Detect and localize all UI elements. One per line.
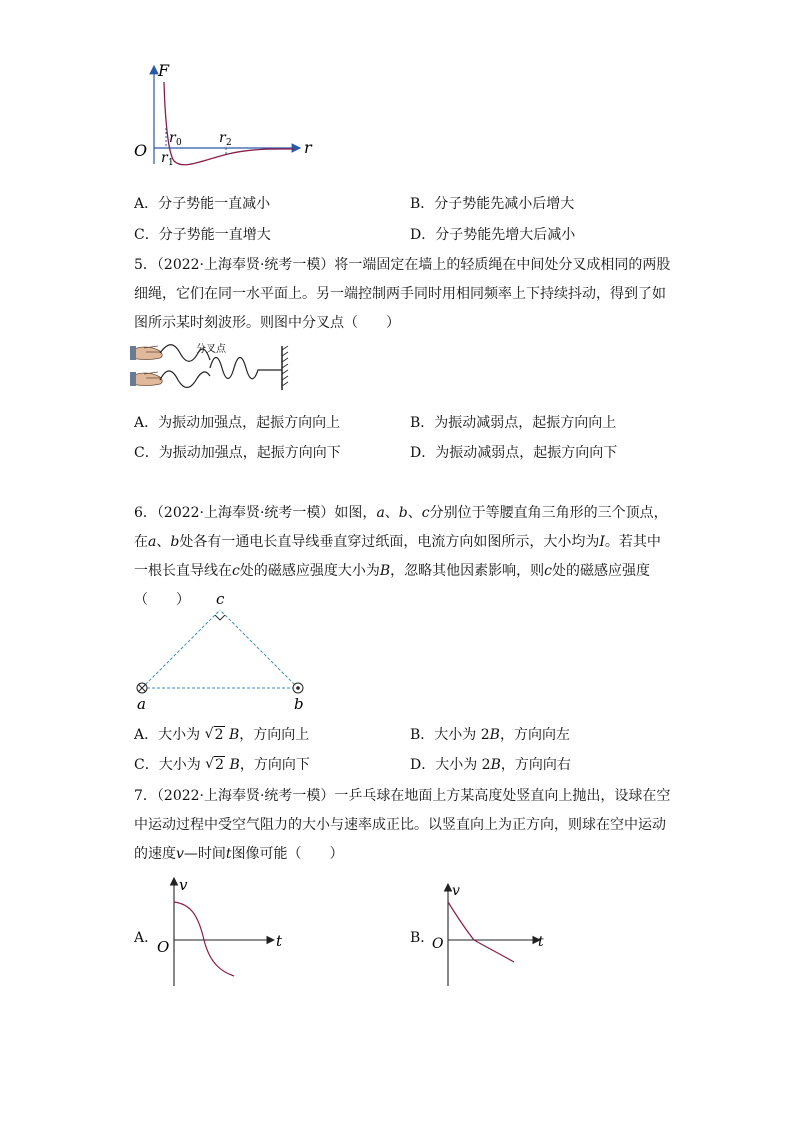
q5-stem-line-3: 图所示某时刻波形。则图中分叉点（ ）: [134, 315, 400, 331]
q6-option-c[interactable]: C．大小为 √ 2 B，方向向下: [134, 754, 310, 774]
fork-point-label: 分叉点: [196, 344, 226, 355]
vertex-c-label: c: [216, 592, 225, 608]
q4-option-b[interactable]: B．分子势能先减小后增大: [410, 196, 575, 212]
q6-option-d[interactable]: D．大小为 2B，方向向右: [410, 757, 571, 773]
label-f: F: [158, 61, 170, 80]
velocity-curve-b: [448, 902, 514, 962]
vertex-a-label: a: [137, 695, 146, 713]
edge-ac: [142, 610, 220, 688]
label-o: O: [157, 938, 170, 956]
q7-stem-line-1: 7．（2022·上海奉贤·统考一模）一乒乓球在地面上方某高度处竖直向上抛出，设球在空: [134, 788, 671, 804]
label-r: r: [304, 138, 312, 157]
q5-stem-line-2: 细绳，它们在同一水平面上。另一端控制两手同时用相同频率上下持续抖动，得到了如: [134, 286, 666, 302]
force-distance-graph: [128, 58, 318, 170]
q4-option-d[interactable]: D．分子势能先增大后减小: [410, 227, 576, 243]
current-into-page-icon: [137, 683, 147, 693]
label-r1-sub: 1: [168, 158, 174, 168]
hand-top-icon: [130, 346, 162, 360]
label-r2-sub: 2: [226, 138, 232, 148]
q7-graph-a[interactable]: [152, 872, 292, 990]
main-rope: [210, 358, 282, 379]
q7-stem-line-3: 的速度v—时间t图像可能（ ）: [134, 846, 344, 862]
q5-option-d[interactable]: D．为振动减弱点，起振方向向下: [410, 445, 618, 461]
q5-option-c[interactable]: C．为振动加强点，起振方向向下: [134, 445, 341, 461]
label-r0-sub: 0: [176, 138, 182, 148]
q4-option-c[interactable]: C．分子势能一直增大: [134, 227, 271, 243]
q4-option-a[interactable]: A．分子势能一直减小: [134, 196, 271, 212]
sqrt-symbol: √ 2: [205, 757, 225, 773]
hand-bottom-icon: [130, 372, 162, 386]
label-t: t: [538, 934, 544, 950]
q6-stem-line-4: （ ）: [134, 592, 190, 608]
label-v: v: [179, 876, 188, 894]
q5-stem-line-1: 5．（2022·上海奉贤·统考一模）将一端固定在墙上的轻质绳在中间处分叉成相同的两股: [134, 257, 671, 273]
label-r2: r: [219, 130, 226, 146]
sqrt-symbol: √ 2: [205, 727, 225, 743]
q7-stem-line-2: 中运动过程中受空气阻力的大小与速率成正比。以竖直向上为正方向，则球在空中运动: [134, 817, 666, 833]
current-out-of-page-icon: [293, 683, 303, 693]
q6-option-b[interactable]: B．大小为 2B，方向向左: [410, 727, 570, 743]
label-r1: r: [161, 150, 168, 166]
q5-option-b[interactable]: B．为振动减弱点，起振方向向上: [410, 415, 617, 431]
q6-stem-line-2: 在a、b处各有一通电长直导线垂直穿过纸面，电流方向如图所示，大小均为I。若其中: [134, 534, 661, 550]
q6-option-a[interactable]: A．大小为 √ 2 B，方向向上: [134, 724, 309, 744]
label-o: O: [134, 141, 148, 160]
label-t: t: [276, 932, 283, 950]
label-o: O: [432, 936, 444, 952]
velocity-curve-a: [174, 902, 234, 976]
q7-option-a[interactable]: A．: [134, 930, 159, 946]
triangle-figure: [128, 592, 318, 714]
force-curve: [164, 82, 294, 165]
q7-option-b[interactable]: B．: [410, 930, 435, 946]
vertex-b-label: b: [294, 695, 304, 713]
wall-hatch: [282, 346, 288, 386]
q7-graph-b[interactable]: [428, 878, 552, 990]
lower-rope: [160, 371, 210, 388]
right-angle-mark: [215, 615, 225, 620]
edge-bc: [220, 610, 298, 688]
q6-stem-line-1: 6．（2022·上海奉贤·统考一模）如图，a、b、c分别位于等腰直角三角形的三个顶点，: [134, 505, 668, 521]
rope-wave-figure: [130, 340, 300, 398]
q6-stem-line-3: 一根长直导线在c处的磁感应强度大小为B，忽略其他因素影响，则c处的磁感应强度: [134, 563, 650, 579]
label-r0: r: [169, 130, 176, 146]
label-v: v: [452, 883, 460, 899]
q5-option-a[interactable]: A．为振动加强点，起振方向向上: [134, 415, 341, 431]
